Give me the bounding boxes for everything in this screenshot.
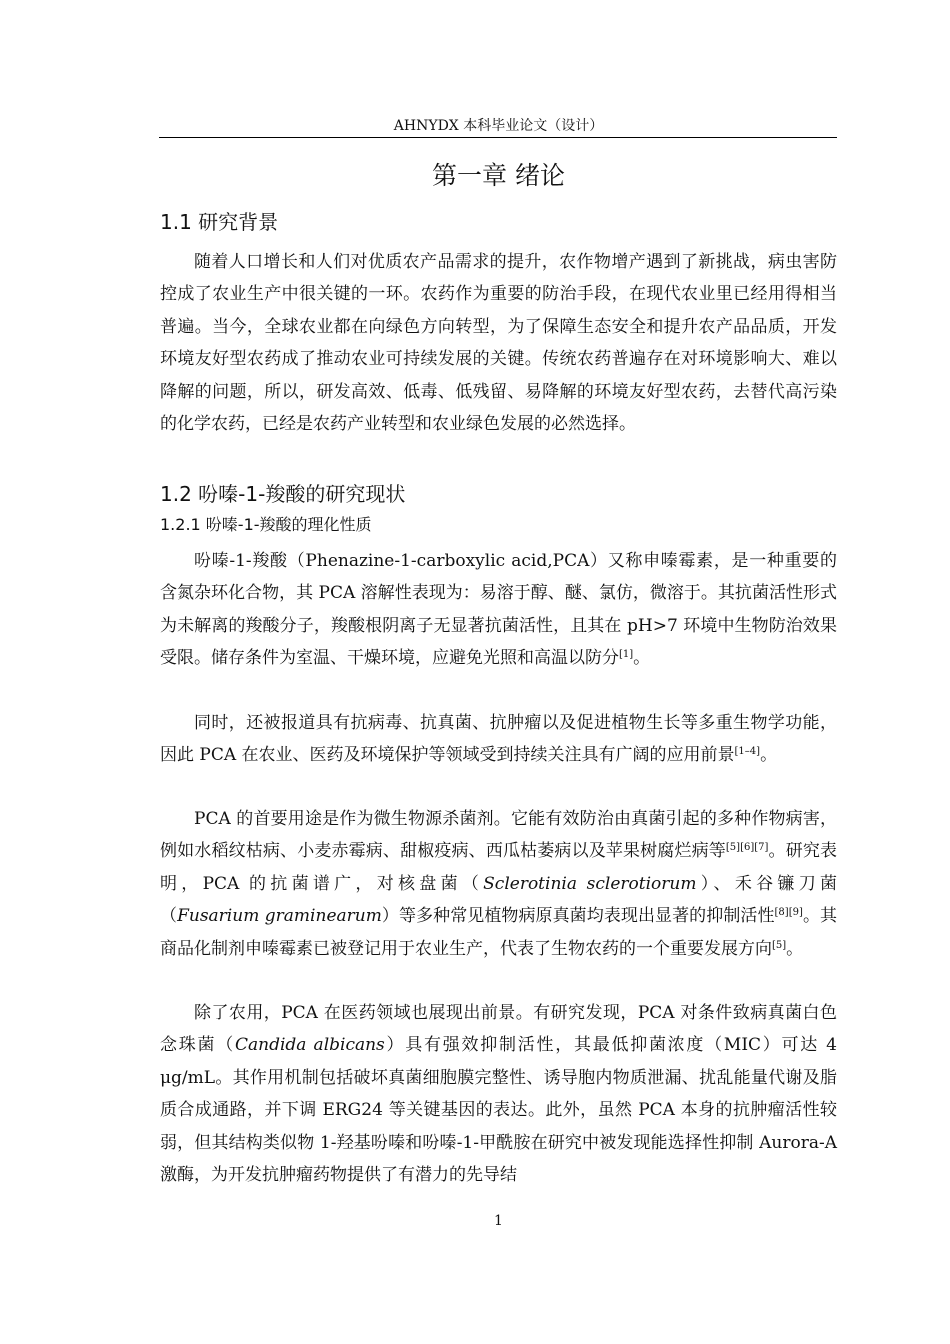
citation: [1] <box>619 649 634 661</box>
paragraph-pca-functions: 同时，还被报道具有抗病毒、抗真菌、抗肿瘤以及促进植物生长等多重生物学功能，因此 PCA 在农业、医药及环境保护等领域受到持续关注具有广阔的应用前景[1–4]。 <box>160 713 837 766</box>
citation: [1–4] <box>734 746 761 758</box>
paragraph-pca-medical: 除了农用，PCA 在医药领域也展现出前景。有研究发现，PCA 对条件致病真菌白色念珠菌（Candida albicans）具有强效抑制活性，其最低抑菌浓度（MIC）可达 4 μg/mL。其作用机制包括破坏真菌细胞膜完整性、诱导胞内物质泄漏、扰乱能量代谢及脂质合成通路，并下调 ERG24 等关键基因的表达。此外，虽然 PCA 本身的抗肿瘤活性较弱，但其结构类似物 1-羟基吩嗪和吩嗪-1-甲酰胺在研究中被发现能选择性抑制 Aurora-A 激酶，为开发抗肿瘤药物提供了有潜力的先导结 <box>160 1003 837 1186</box>
section-heading-1-1: 1.1 研究背景 <box>160 210 279 234</box>
species-name: Candida albicans <box>234 1035 385 1056</box>
subsection-heading-1-2-1: 1.2.1 吩嗪-1-羧酸的理化性质 <box>160 515 372 534</box>
section-heading-1-2: 1.2 吩嗪-1-羧酸的研究现状 <box>160 482 406 506</box>
species-name: Fusarium graminearum <box>177 906 382 927</box>
citation: [5][6][7] <box>725 842 769 854</box>
paragraph-background: 随着人口增长和人们对优质农产品需求的提升，农作物增产遇到了新挑战，病虫害防控成了农业生产中很关键的一环。农药作为重要的防治手段，在现代农业里已经用得相当普遍。当今，全球农业都在向绿色方向转型，为了保障生态安全和提升农产品品质，开发环境友好型农药成了推动农业可持续发展的关键。传统农药普遍存在对环境影响大、难以降解的问题，所以，研发高效、低毒、低残留、易降解的环境友好型农药，去替代高污染的化学农药，已经是农药产业转型和农业绿色发展的必然选择。 <box>160 252 837 435</box>
paragraph-pca-properties: 吩嗪-1-羧酸（Phenazine-1-carboxylic acid,PCA）又称申嗪霉素，是一种重要的含氮杂环化合物，其 PCA 溶解性表现为：易溶于醇、醚、氯仿，微溶于。其抗菌活性形式为未解离的羧酸分子，羧酸根阴离子无显著抗菌活性，且其在 pH>7 环境中生物防治效果受限。储存条件为室温、干燥环境，应避免光照和高温以防分[1]。 <box>160 551 837 669</box>
chapter-title: 第一章 绪论 <box>432 161 565 190</box>
citation: [5] <box>772 939 787 951</box>
species-name: Sclerotinia sclerotiorum <box>483 873 697 894</box>
paragraph-pca-fungicide: PCA 的首要用途是作为微生物源杀菌剂。它能有效防治由真菌引起的多种作物病害，例如水稻纹枯病、小麦赤霉病、甜椒疫病、西瓜枯萎病以及苹果树腐烂病等[5][6][7]。研究表明，PCA 的抗菌谱广，对核盘菌（Sclerotinia sclerotiorum）、禾谷镰刀菌（Fusarium graminearum）等多种常见植物病原真菌均表现出显著的抑制活性[8][9]。其商品化制剂申嗪霉素已被登记用于农业生产，代表了生物农药的一个重要发展方向[5]。 <box>160 809 838 959</box>
page-number: 1 <box>494 1213 503 1229</box>
header-rule <box>159 137 837 138</box>
citation: [8][9] <box>774 907 803 919</box>
running-header: AHNYDX 本科毕业论文（设计） <box>393 118 604 134</box>
